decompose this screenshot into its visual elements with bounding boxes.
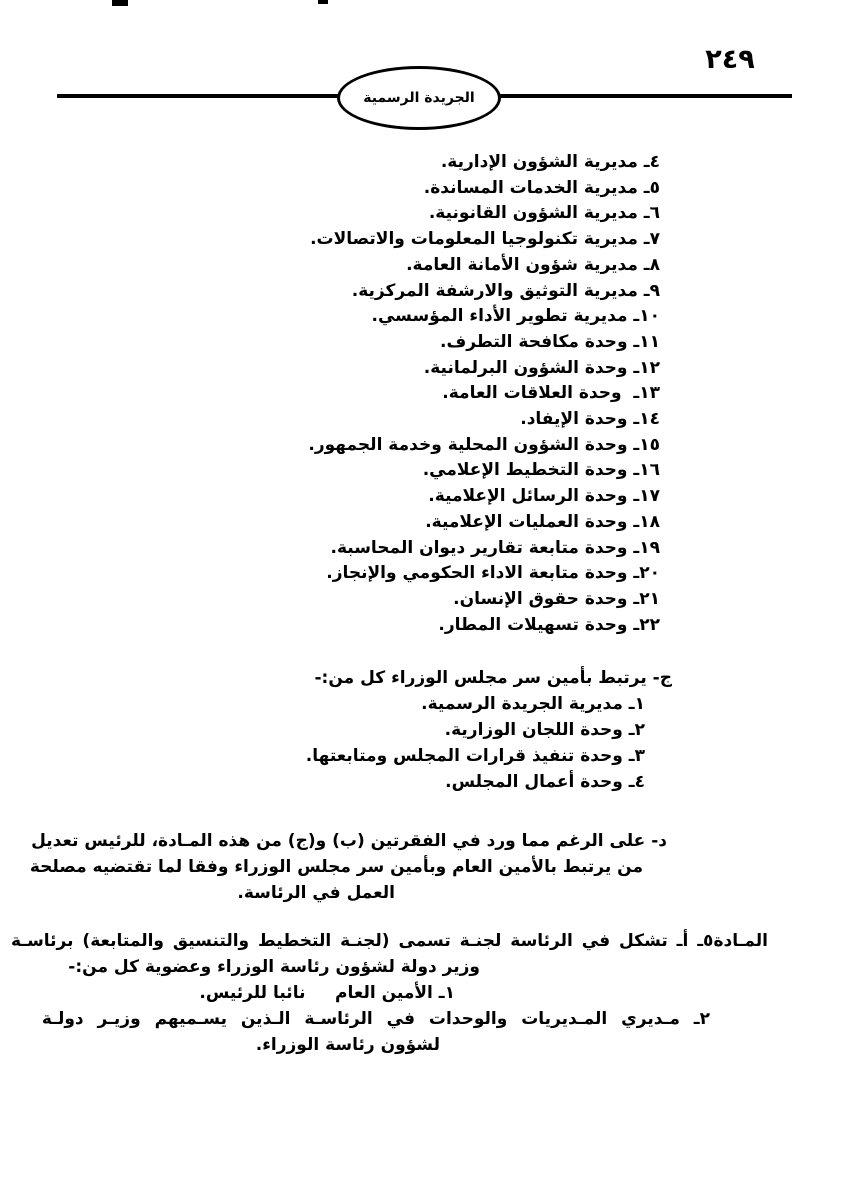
- clause-d-line: العمل في الرئاسة.: [237, 883, 395, 904]
- list-item: ١٤ـ وحدة الإيفاد.: [520, 409, 660, 430]
- scan-artifact: [112, 0, 128, 6]
- scan-artifact: [318, 0, 328, 4]
- list-item: ٤ـ مديرية الشؤون الإدارية.: [440, 152, 660, 172]
- list-item: ١٦ـ وحدة التخطيط الإعلامي.: [422, 460, 660, 481]
- list-item: ١٥ـ وحدة الشؤون المحلية وخدمة الجمهور.: [308, 434, 660, 455]
- article-5-line: لشؤون رئاسة الوزراء.: [255, 1035, 440, 1056]
- list-item: ١١ـ وحدة مكافحة التطرف.: [440, 331, 660, 352]
- list-item: ١٧ـ وحدة الرسائل الإعلامية.: [428, 486, 660, 507]
- clause-j-heading: ج- يرتبط بأمين سر مجلس الوزراء كل من:-: [314, 668, 672, 689]
- clause-j-item: ٤ـ وحدة أعمال المجلس.: [445, 772, 645, 793]
- list-item: ١٢ـ وحدة الشؤون البرلمانية.: [423, 357, 660, 378]
- gazette-banner-label: الجريدة الرسمية: [363, 90, 475, 106]
- list-item: ١٠ـ مديرية تطوير الأداء المؤسسي.: [371, 306, 660, 327]
- article-5-line: وزير دولة لشؤون رئاسة الوزراء وعضوية كل من:-: [68, 957, 480, 978]
- list-item: ٨ـ مديرية شؤون الأمانة العامة.: [406, 254, 660, 275]
- list-item: ٢٢ـ وحدة تسهيلات المطار.: [438, 614, 660, 635]
- clause-d-line: د- على الرغم مما ورد في الفقرتين (ب) و(ج) من هذه المـادة، للرئيس تعديل: [31, 831, 667, 852]
- list-item: ٦ـ مديرية الشؤون القانونية.: [428, 203, 660, 224]
- list-item: ١٩ـ وحدة متابعة تقارير ديوان المحاسبة.: [330, 537, 660, 558]
- list-item: ٢١ـ وحدة حقوق الإنسان.: [453, 588, 660, 609]
- list-item: ٥ـ مديرية الخدمات المساندة.: [423, 177, 660, 198]
- clause-j-item: ١ـ مديرية الجريدة الرسمية.: [421, 694, 645, 715]
- article-5-line: المـادة٥ـ أـ تشكل في الرئاسة لجنـة تسمى (لجنـة التخطيط والتنسيق والمتابعة) برئاسـة: [10, 931, 768, 952]
- article-5-line: ١ـ الأمين العام نائبا للرئيس.: [199, 983, 455, 1004]
- page-body: [0, 150, 850, 1058]
- list-item: ٢٠ـ وحدة متابعة الاداء الحكومي والإنجاز.: [326, 563, 660, 584]
- page-number: ٢٤٩: [705, 44, 755, 75]
- gazette-banner-ellipse: [337, 66, 501, 130]
- clause-j-item: ٣ـ وحدة تنفيذ قرارات المجلس ومتابعتها.: [305, 746, 645, 767]
- list-item: ٧ـ مديرية تكنولوجيا المعلومات والاتصالات.: [310, 229, 660, 250]
- list-item: ٩ـ مديرية التوثيق والارشفة المركزية.: [351, 280, 660, 301]
- list-item: ١٨ـ وحدة العمليات الإعلامية.: [425, 511, 660, 532]
- clause-d-line: من يرتبط بالأمين العام وبأمين سر مجلس الوزراء وفقا لما تقتضيه مصلحة: [29, 857, 643, 878]
- clause-j-item: ٢ـ وحدة اللجان الوزارية.: [444, 720, 645, 741]
- article-5-line: ٢ـ مـديري المـديريات والوحدات في الرئاسـة الـذين يسـميهم وزيـر دولـة: [41, 1009, 710, 1030]
- list-item: ١٣ـ وحدة العلاقات العامة.: [442, 383, 660, 404]
